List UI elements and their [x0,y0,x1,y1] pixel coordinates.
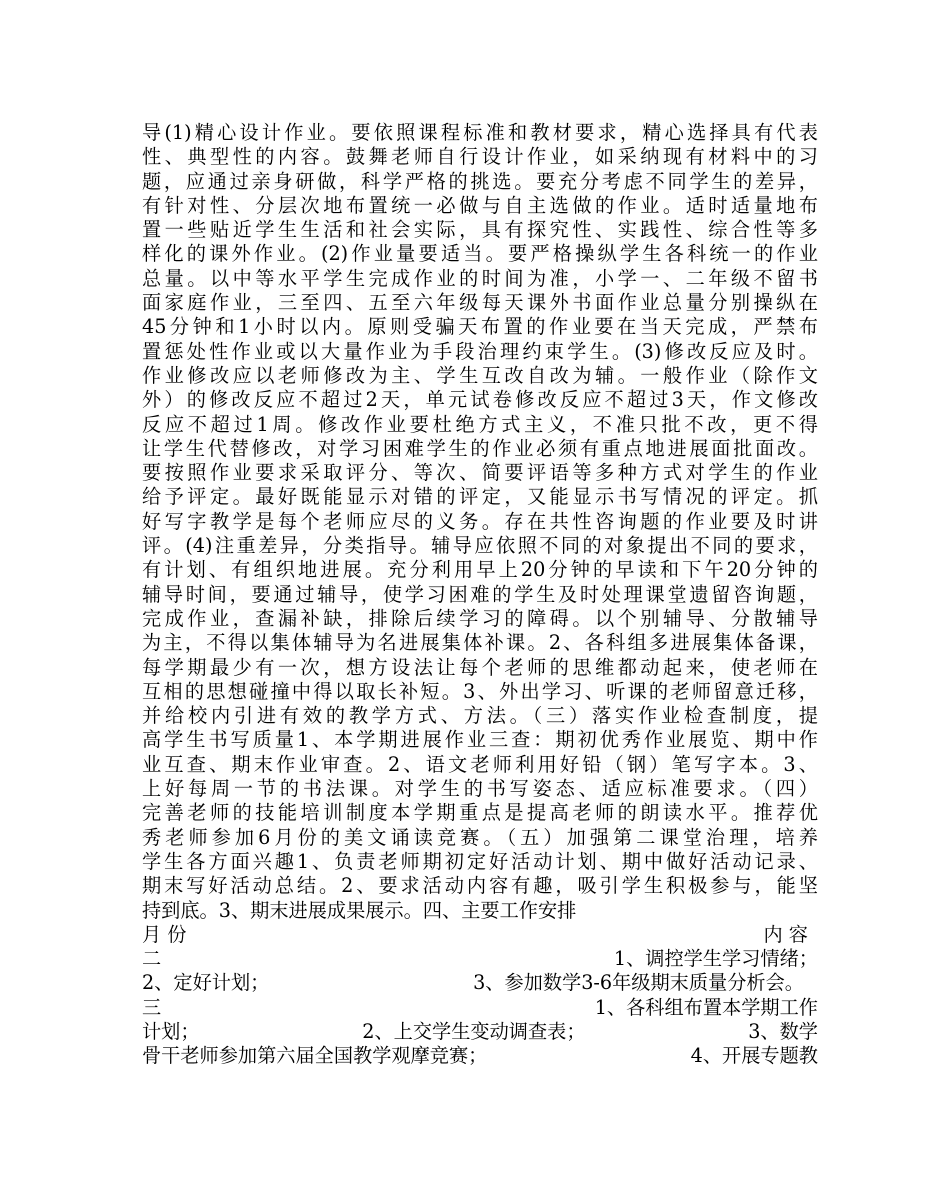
paragraph-line: 好写字教学是每个老师应尽的义务。存在共性咨询题的作业要及时讲 [142,509,818,533]
paragraph-last-line: 持到底。3、期末进展成果展示。四、主要工作安排 [142,898,577,922]
table-cell-item: 骨干老师参加第六届全国教学观摩竞赛； [142,1044,488,1068]
table-header-content: 内 容 [763,922,808,946]
paragraph-line: 每学期最少有一次，想方设法让每个老师的思维都动起来，使老师在 [142,655,818,679]
paragraph-line: 要按照作业要求采取评分、等次、简要评语等多种方式对学生的作业 [142,461,818,485]
table-cell-item: 1、各科组布置本学期工作 [594,995,818,1019]
paragraph-line: 辅导时间，要通过辅导，使学习困难的学生及时处理课堂遗留咨询题， [142,582,818,606]
paragraph-line: 上好每周一节的书法课。对学生的书写姿态、适应标准要求。（四） [142,777,818,801]
paragraph-line: 评。(4)注重差异，分类指导。辅导应依照不同的对象提出不同的要求， [142,534,818,558]
paragraph-line: 置一些贴近学生生活和社会实际，具有探究性、实践性、综合性等多 [142,218,818,242]
paragraph-line: 45分钟和1小时以内。原则受骗天布置的作业要在当天完成，严禁布 [142,315,818,339]
table-row-feb-line1 [142,947,818,971]
paragraph-line: 期末写好活动总结。2、要求活动内容有趣，吸引学生积极参与，能坚 [142,874,818,898]
paragraph-line: 高学生书写质量1、本学期进展作业三查：期初优秀作业展览、期中作 [142,728,818,752]
table-header-month: 月 份 [142,922,187,946]
table-cell-item: 3、参加数学3-6年级期末质量分析会。 [473,971,804,995]
table-row-mar-line3 [142,1044,818,1068]
paragraph-line: 有计划、有组织地进展。充分利用早上20分钟的早读和下午20分钟的 [142,558,818,582]
table-cell-item: 4、开展专题教 [690,1044,818,1068]
paragraph-line: 为主，不得以集体辅导为名进展集体补课。2、各科组多进展集体备课， [142,631,818,655]
paragraph-line: 作业修改应以老师修改为主、学生互改自改为辅。一般作业（除作文 [142,363,818,387]
table-row-month: 二 [142,947,162,971]
paragraph-line: 业互查、期末作业审查。2、语文老师利用好铅（钢）笔写字本。3、 [142,752,818,776]
paragraph [142,121,818,899]
paragraph-line: 完成作业，查漏补缺，排除后续学习的障碍。以个别辅导、分散辅导 [142,606,818,630]
paragraph-line: 并给校内引进有效的教学方式、方法。（三）落实作业检查制度，提 [142,704,818,728]
paragraph-line: 面家庭作业，三至四、五至六年级每天课外书面作业总量分别操纵在 [142,291,818,315]
paragraph-line: 置惩处性作业或以大量作业为手段治理约束学生。(3)修改反应及时。 [142,339,818,363]
paragraph-line: 学生各方面兴趣1、负责老师期初定好活动计划、期中做好活动记录、 [142,849,818,873]
paragraph-line: 题，应通过亲身研做，科学严格的挑选。要充分考虑不同学生的差异， [142,169,818,193]
paragraph-line: 样化的课外作业。(2)作业量要适当。要严格操纵学生各科统一的作业 [142,242,818,266]
table-cell-item: 2、定好计划； [142,971,270,995]
paragraph-line: 互相的思想碰撞中得以取长补短。3、外出学习、听课的老师留意迁移， [142,679,818,703]
table-row-feb-line2 [142,971,818,995]
table-cell-item: 计划； [142,1019,200,1043]
paragraph-line: 总量。以中等水平学生完成作业的时间为准，小学一、二年级不留书 [142,266,818,290]
table-row-mar-line1 [142,996,818,1020]
table-cell-item: 1、调控学生学习情绪； [613,947,818,971]
table-header-row [142,923,818,947]
paragraph-line: 给予评定。最好既能显示对错的评定，又能显示书写情况的评定。抓 [142,485,818,509]
paragraph-line: 完善老师的技能培训制度本学期重点是提高老师的朗读水平。推荐优 [142,801,818,825]
paragraph-line: 有针对性、分层次地布置统一必做与自主选做的作业。适时适量地布 [142,193,818,217]
paragraph-line: 性、典型性的内容。鼓舞老师自行设计作业，如采纳现有材料中的习 [142,145,818,169]
paragraph-line: 外）的修改反应不超过2天，单元试卷修改反应不超过3天，作文修改 [142,388,818,412]
paragraph-line: 导(1)精心设计作业。要依照课程标准和教材要求，精心选择具有代表 [142,121,818,144]
document-body [142,121,818,1069]
paragraph-line: 反应不超过1周。修改作业要杜绝方式主义，不准只批不改，更不得 [142,412,818,436]
paragraph-line: 秀老师参加6月份的美文诵读竞赛。（五）加强第二课堂治理，培养 [142,825,818,849]
table-row-month: 三 [142,995,162,1019]
paragraph-line: 让学生代替修改，对学习困难学生的作业必须有重点地进展面批面改。 [142,436,818,460]
table-row-mar-line2 [142,1020,818,1044]
table-cell-item: 3、数学 [748,1019,818,1043]
table-cell-item: 2、上交学生变动调查表； [362,1019,586,1043]
